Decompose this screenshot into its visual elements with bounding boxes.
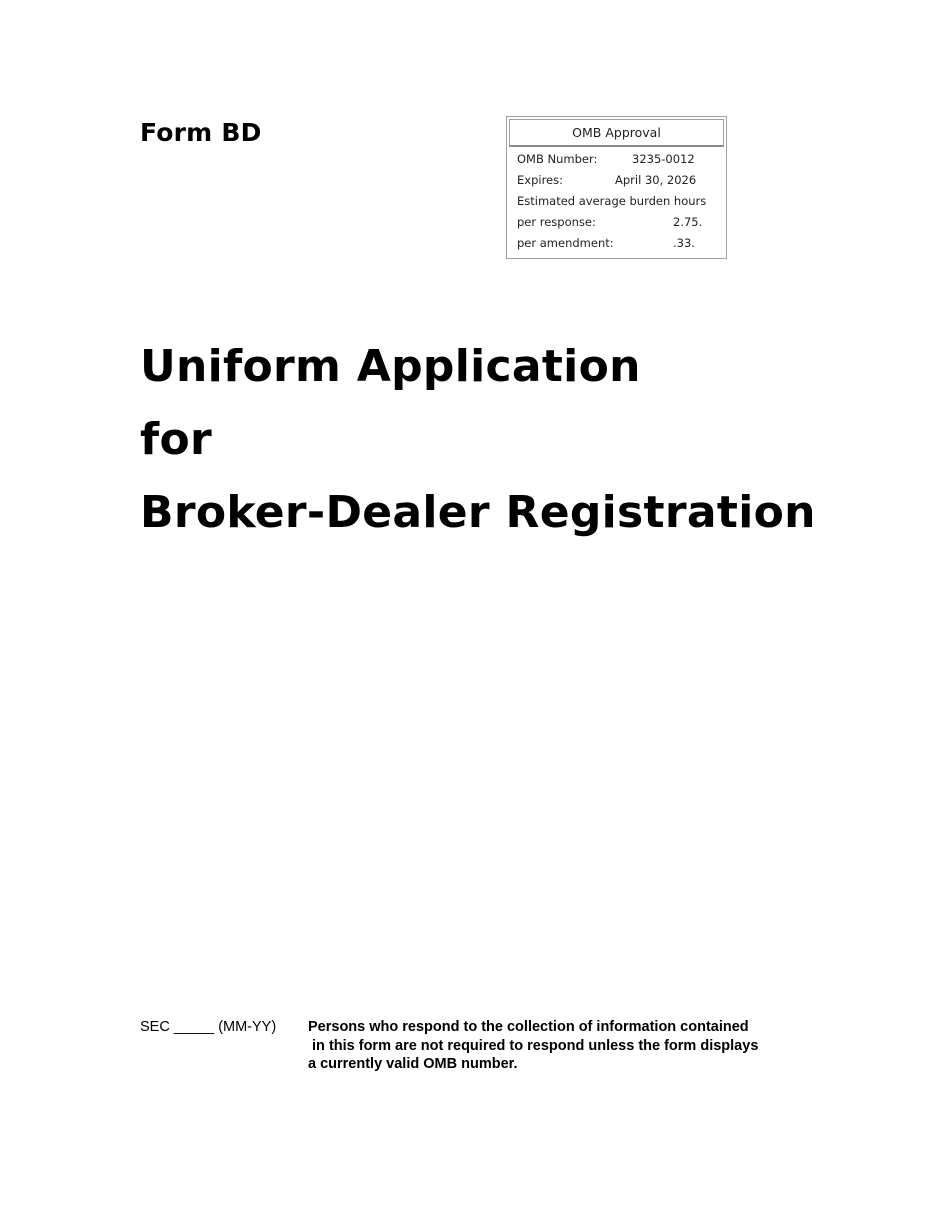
- omb-expires-label: Expires:: [517, 173, 563, 187]
- omb-per-amendment-label: per amendment:: [517, 236, 614, 250]
- omb-per-response-label: per response:: [517, 215, 596, 229]
- notice-line-3: a currently valid OMB number.: [308, 1056, 518, 1072]
- omb-notice: [308, 1018, 758, 1074]
- notice-line-2: in this form are not required to respond unless the form displays: [308, 1037, 759, 1054]
- omb-per-response-row: [517, 212, 724, 233]
- title-line-3: Broker-Dealer Registration: [140, 487, 816, 538]
- omb-approval-box: [506, 116, 727, 259]
- title-line-2: for: [140, 414, 212, 465]
- omb-per-amendment-row: [517, 233, 724, 254]
- omb-expires-row: [517, 170, 724, 191]
- omb-number-label: OMB Number:: [517, 152, 598, 166]
- omb-approval-details: [509, 147, 724, 254]
- document-title: [140, 330, 816, 549]
- form-footer: [140, 1018, 820, 1078]
- omb-number-value: 3235-0012: [632, 152, 695, 166]
- omb-per-response-value: 2.75.: [673, 215, 703, 229]
- omb-number-row: [517, 149, 724, 170]
- omb-burden-label: Estimated average burden hours: [517, 194, 707, 208]
- omb-per-amendment-value: .33.: [673, 236, 695, 250]
- omb-burden-row: [517, 191, 724, 212]
- form-identifier: Form BD: [140, 118, 262, 147]
- title-line-1: Uniform Application: [140, 341, 641, 392]
- omb-expires-value: April 30, 2026: [615, 173, 697, 187]
- sec-code: SEC _____ (MM-YY): [140, 1019, 277, 1035]
- omb-approval-header: OMB Approval: [509, 119, 724, 147]
- notice-line-1: Persons who respond to the collection of information contained: [308, 1019, 749, 1035]
